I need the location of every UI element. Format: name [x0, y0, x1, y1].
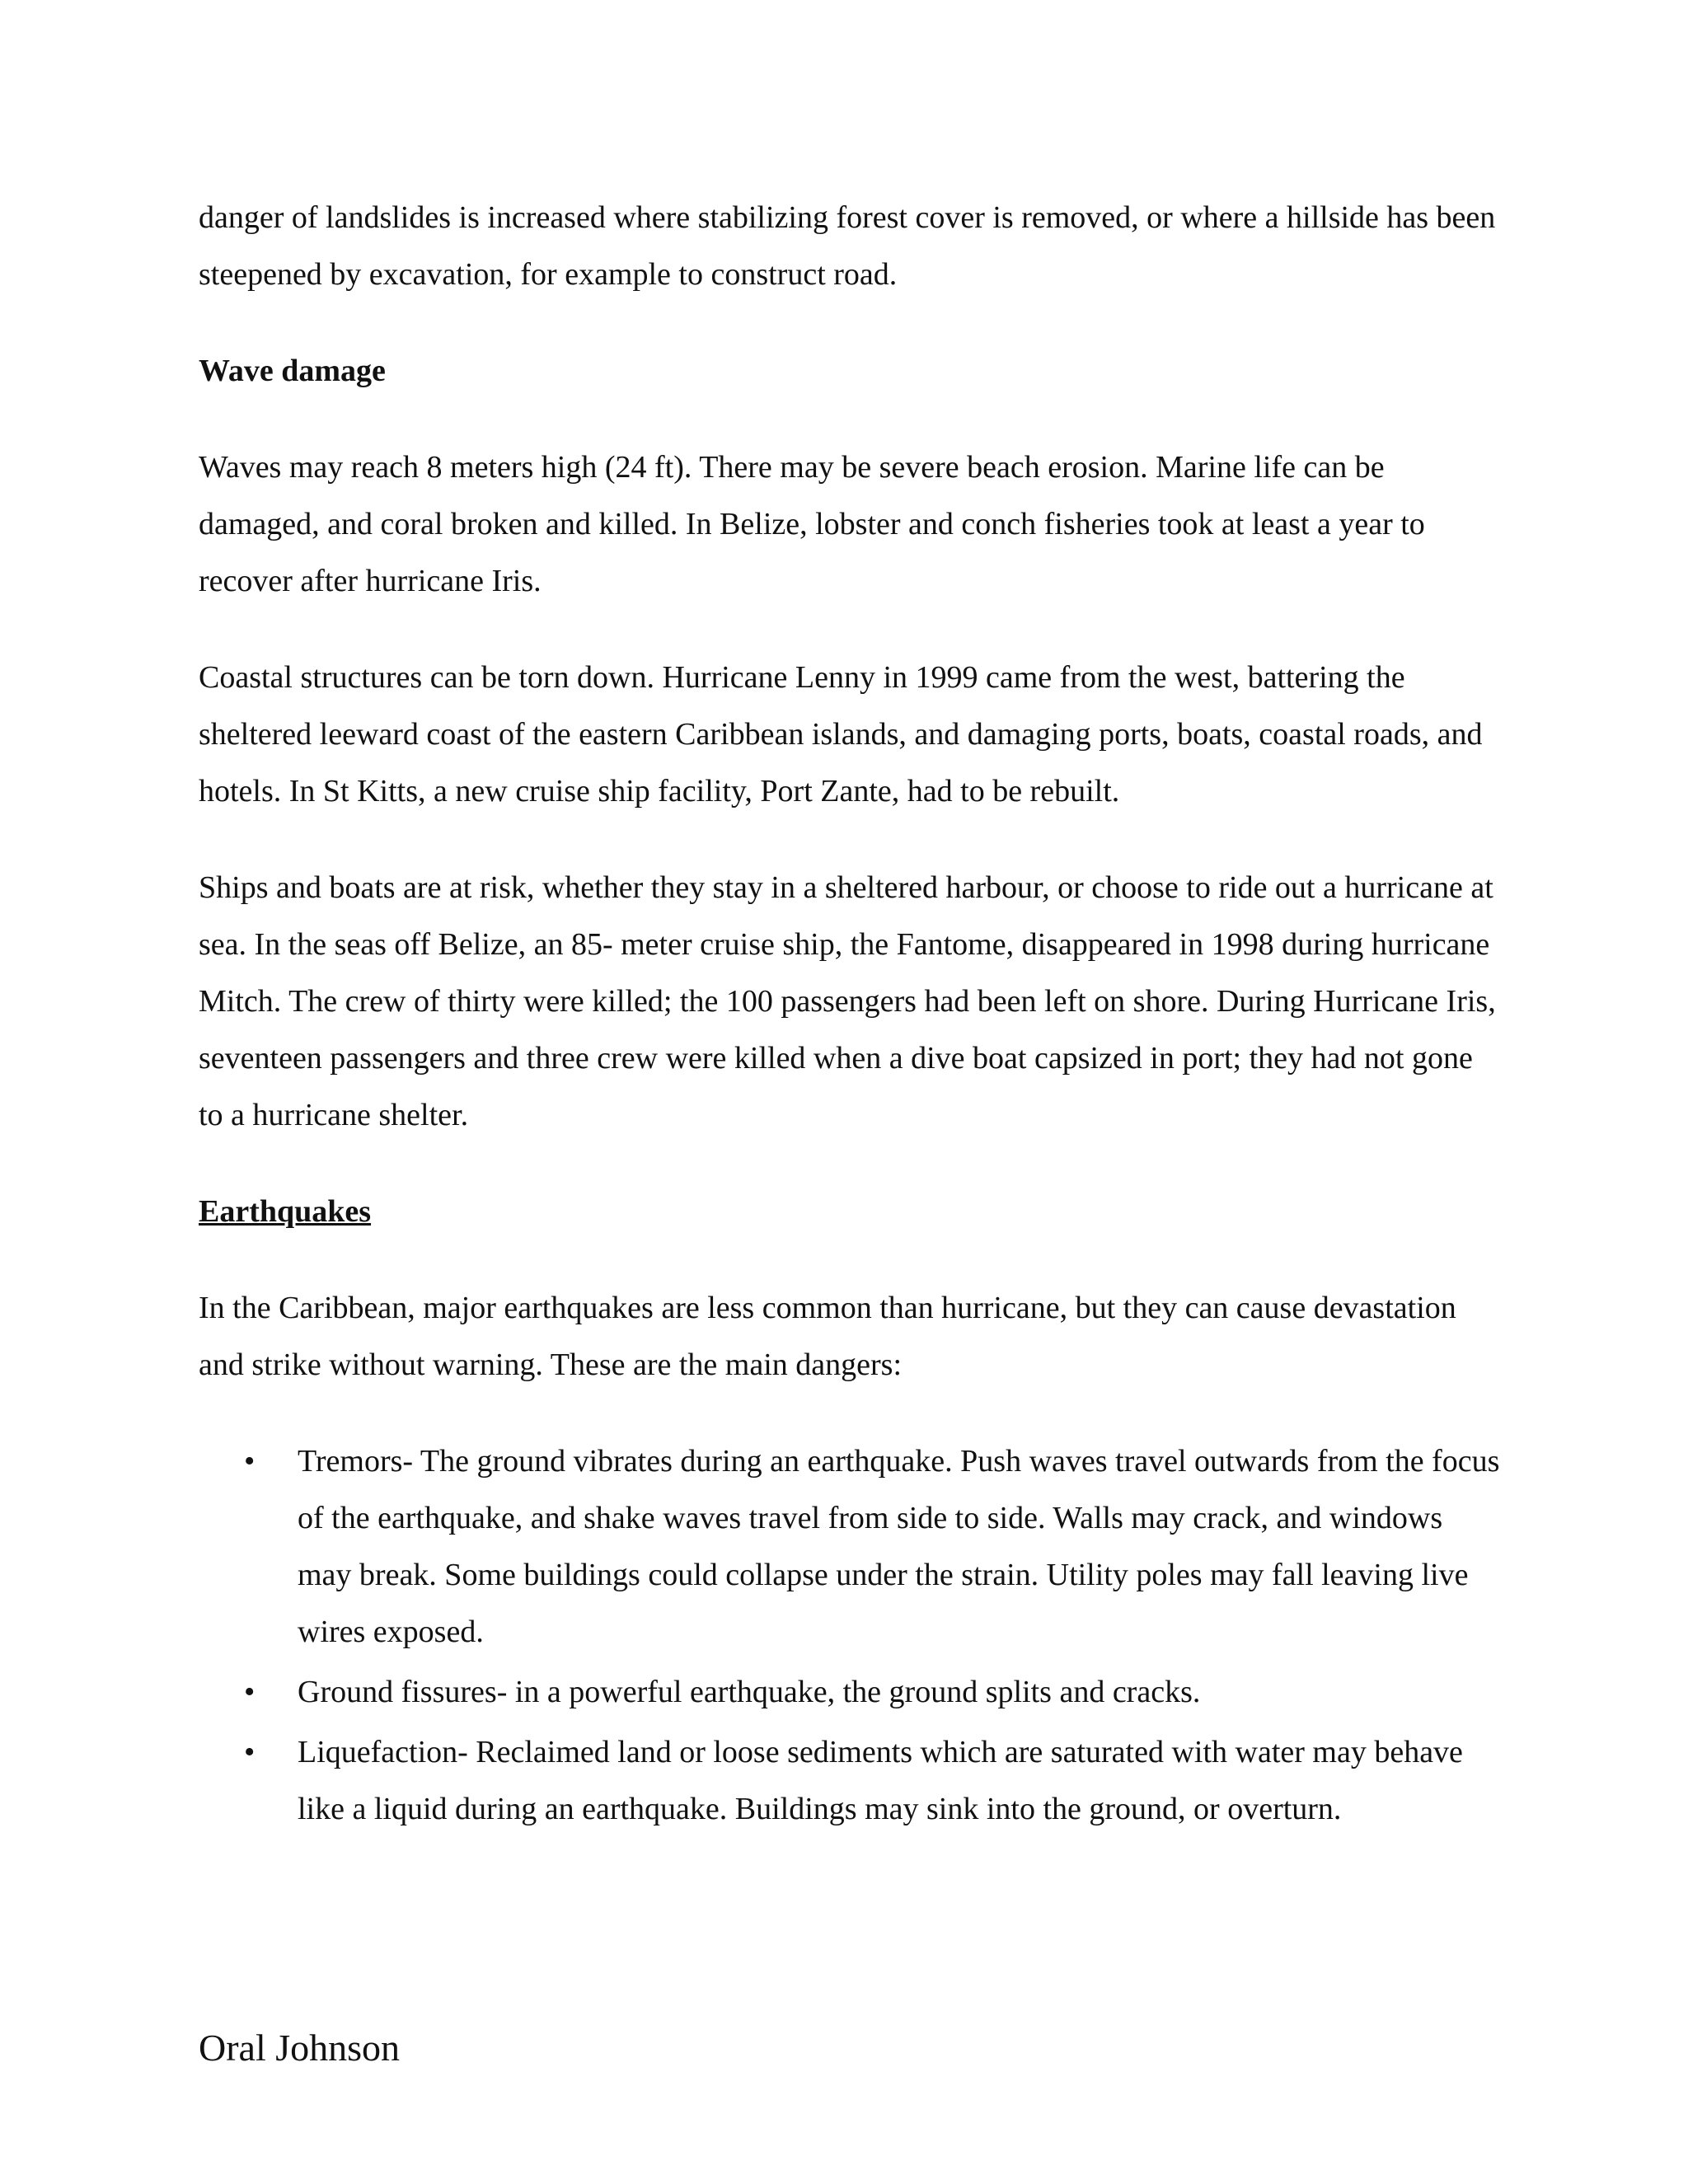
footer-author: Oral Johnson — [199, 2027, 401, 2069]
list-item-ground-fissures — [199, 1664, 1501, 1721]
bullet-icon: • — [244, 1735, 256, 1769]
document-body — [199, 190, 1501, 1841]
heading-wave-damage: Wave damage — [199, 354, 386, 388]
bullet-icon: • — [244, 1675, 256, 1709]
list-item-text: Tremors- The ground vibrates during an earthquake. Push waves travel outwards from the focus of the earthquake, and shake waves travel from side to side. Walls may crack, and windows may break. Some buildings could collapse under the strain. Utility poles may fall leaving live wires exposed. — [298, 1444, 1500, 1649]
paragraph-waves: Waves may reach 8 meters high (24 ft). There may be severe beach erosion. Marine life can be damaged, and coral broken and killed. In Belize, lobster and conch fisheries took at least a year to recover after hurricane Iris. — [199, 450, 1425, 598]
paragraph-landslides: danger of landslides is increased where stabilizing forest cover is removed, or where a hillside has been steepened by excavation, for example to construct road. — [199, 200, 1496, 292]
list-item-tremors — [199, 1433, 1501, 1661]
paragraph-earthquakes-intro: In the Caribbean, major earthquakes are less common than hurricane, but they can cause devastation and strike without warning. These are the main dangers: — [199, 1291, 1456, 1382]
paragraph-ships-boats: Ships and boats are at risk, whether they stay in a sheltered harbour, or choose to ride out a hurricane at sea. In the seas off Belize, an 85- meter cruise ship, the Fantome, disappeared in 1998 during hurricane Mitch. The crew of thirty were killed; the 100 passengers had been left on shore. During Hurricane Iris, seventeen passengers and three crew were killed when a dive boat capsized in port; they had not gone to a hurricane shelter. — [199, 870, 1496, 1132]
heading-earthquakes: Earthquakes — [199, 1194, 372, 1229]
paragraph-coastal-structures: Coastal structures can be torn down. Hurricane Lenny in 1999 came from the west, battering the sheltered leeward coast of the eastern Caribbean islands, and damaging ports, boats, coastal roads, and hotels. In St Kitts, a new cruise ship facility, Port Zante, had to be rebuilt. — [199, 660, 1483, 808]
list-item-text: Liquefaction- Reclaimed land or loose sediments which are saturated with water may behave like a liquid during an earthquake. Buildings may sink into the ground, or overturn. — [298, 1735, 1463, 1826]
bullet-icon: • — [244, 1444, 256, 1479]
dangers-list — [199, 1433, 1501, 1838]
list-item-text: Ground fissures- in a powerful earthquake, the ground splits and cracks. — [298, 1675, 1201, 1709]
list-item-liquefaction — [199, 1724, 1501, 1838]
